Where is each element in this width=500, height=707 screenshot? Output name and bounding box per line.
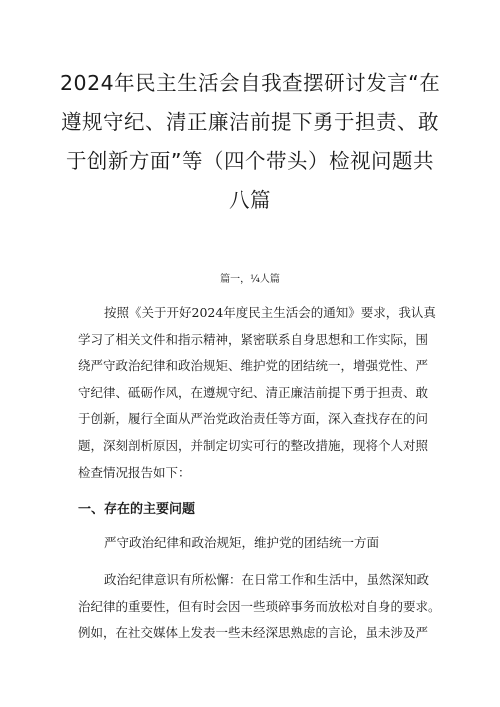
paragraph-line: 例如，在社交媒体上发表一些未经深思熟虑的言论，虽未涉及严 [78,625,429,641]
document-title [60,64,440,220]
paragraph-line: 题，深刻剖析原因，并制定切实可行的整改措施，现将个人对照 [78,437,429,453]
intro-paragraph [78,300,436,486]
document-subtitle: 篇一，¼人篇 [220,274,280,285]
paragraph-line: 检查情况报告如下： [78,464,191,480]
body-paragraph [78,567,441,647]
section-subheading: 严守政治纪律和政治规矩，维护党的团结统一方面 [104,535,380,550]
paragraph-line: 学习了相关文件和指示精神，紧密联系自身思想和工作实际，围 [78,331,429,347]
paragraph-line: 于创新，履行全面从严治党政治责任等方面，深入查找存在的问 [78,411,429,427]
paragraph-line: 按照《关于开好2024年度民主生活会的通知》要求，我认真 [104,305,436,320]
title-line: 于创新方面”等（四个带头）检视问题共 [65,149,435,173]
section-heading: 一、存在的主要问题 [78,502,196,517]
title-line: 遵规守纪、清正廉洁前提下勇于担责、敢 [61,110,439,134]
title-line: 2024年民主生活会自我查摆研讨发言“在 [60,71,441,95]
paragraph-line: 政治纪律意识有所松懈：在日常工作和生活中，虽然深知政 [104,572,430,587]
paragraph-line: 守纪律、砥砺作风，在遵规守纪、清正廉洁前提下勇于担责、敢 [78,384,429,400]
paragraph-line: 绕严守政治纪律和政治规矩、维护党的团结统一，增强党性、严 [78,358,429,374]
title-line: 八篇 [229,188,271,212]
paragraph-line: 治纪律的重要性，但有时会因一些琐碎事务而放松对自身的要求。 [78,598,441,614]
